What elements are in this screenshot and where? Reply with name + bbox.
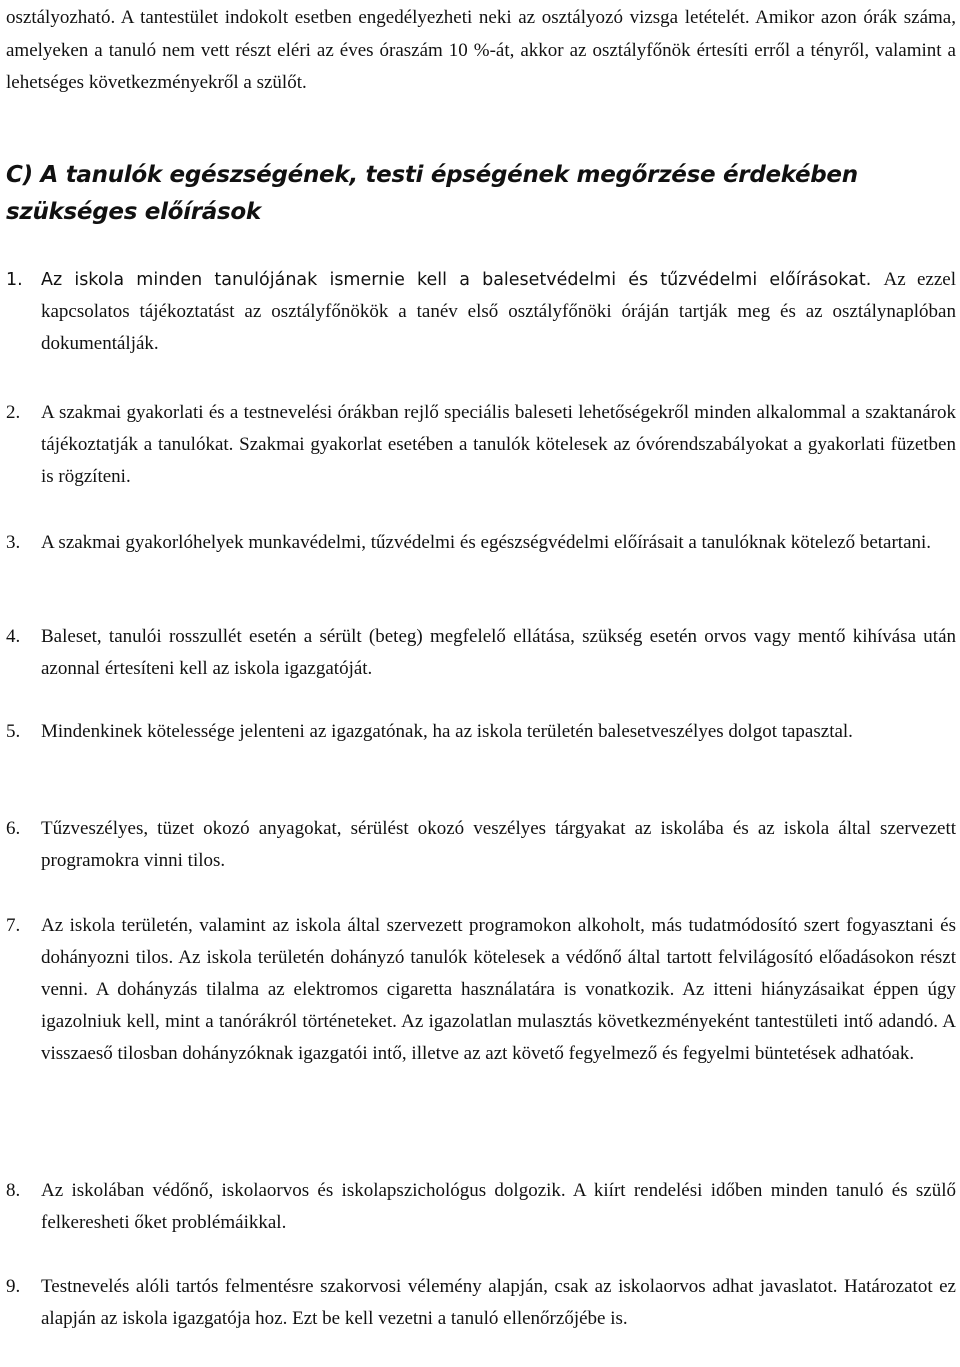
list-item-lead: Az iskola minden tanulójának ismernie kell a balesetvédelmi és tűzvédelmi előírásokat. (41, 270, 872, 290)
list-item-text: Testnevelés alóli tartós felmentésre szakorvosi vélemény alapján, csak az iskolaorvos adhat javaslatot. Határozatot ez alapján az iskola igazgatója hoz. Ezt be kell vezetni a tanuló ellenőrzőjébe is. (41, 1276, 956, 1329)
list-item-text: Baleset, tanulói rosszullét esetén a sérült (beteg) megfelelő ellátása, szükség esetén orvos vagy mentő kihívása után azonnal értesíteni kell az iskola igazgatóját. (41, 626, 956, 679)
list-item-4 (6, 621, 956, 685)
list-item-text: A szakmai gyakorlóhelyek munkavédelmi, tűzvédelmi és egészségvédelmi előírásait a tanulóknak kötelező betartani. (41, 532, 932, 553)
list-item-1 (6, 264, 956, 360)
intro-paragraph: osztályozható. A tantestület indokolt esetben engedélyezheti neki az osztályozó vizsga letételét. Amikor azon órák száma, amelyeken a tanuló nem vett részt eléri az éves óraszám 10 %-át, akkor az osztályfőnök értesíti erről a tényről, valamint a lehetséges következményekről a szülőt. (6, 7, 956, 93)
list-item-9 (6, 1271, 956, 1335)
list-item-2 (6, 397, 956, 493)
list-item-6 (6, 813, 956, 877)
list-item-8 (6, 1175, 956, 1239)
list-item-number: 8. (6, 1180, 21, 1201)
section-heading: C) A tanulók egészségének, testi épségének megőrzése érdekében szükséges előírások (6, 162, 858, 225)
list-item-number: 4. (6, 626, 21, 647)
list-item-text: Tűzveszélyes, tüzet okozó anyagokat, sérülést okozó veszélyes tárgyakat az iskolába és az iskola által szervezett programokra vinni tilos. (41, 818, 956, 871)
list-item-rest: Az ezzel kapcsolatos tájékoztatást az osztályfőnökök a tanév első osztályfőnöki óráján tartják meg és az osztálynaplóban dokumentálják. (41, 269, 956, 354)
list-item-number: 5. (6, 721, 21, 742)
list-item-text: Mindenkinek kötelessége jelenteni az igazgatónak, ha az iskola területén balesetveszélyes dolgot tapasztal. (41, 721, 853, 742)
list-item-number: 1. (6, 270, 23, 290)
list-item-number: 9. (6, 1276, 21, 1297)
list-item-number: 2. (6, 402, 21, 423)
list-item-text: Az iskola területén, valamint az iskola által szervezett programokon alkoholt, más tudatmódosító szert fogyasztani és dohányozni tilos. Az iskola területén dohányzó tanulók kötelesek a védőnő által tartott felvilágosító előadásokon részt venni. A dohányzás tilalma az elektromos cigaretta használatára is vonatkozik. Az itteni hiányzásaikat éppen úgy igazolniuk kell, mint a tanórákról történeteket. Az igazolatlan mulasztás következményeként tantestületi intő adandó. A visszaeső tilosban dohányzóknak igazgatói intő, illetve az azt követő fegyelmező és fegyelmi büntetések adhatóak. (41, 915, 956, 1064)
list-item-text: A szakmai gyakorlati és a testnevelési órákban rejlő speciális baleseti lehetőségekről minden alkalommal a szaktanárok tájékoztatják a tanulókat. Szakmai gyakorlat esetében a tanulók kötelesek az óvórendszabályokat a gyakorlati füzetben is rögzíteni. (41, 402, 956, 487)
list-item-number: 3. (6, 532, 21, 553)
list-item-7 (6, 910, 956, 1070)
list-item-number: 7. (6, 915, 21, 936)
list-item-text (41, 264, 956, 360)
list-item-3 (6, 527, 956, 559)
list-item-number: 6. (6, 818, 21, 839)
list-item-text: Az iskolában védőnő, iskolaorvos és iskolapszichológus dolgozik. A kiírt rendelési időben minden tanuló és szülő felkeresheti őket problémáikkal. (41, 1180, 956, 1233)
list-item-5 (6, 716, 956, 748)
